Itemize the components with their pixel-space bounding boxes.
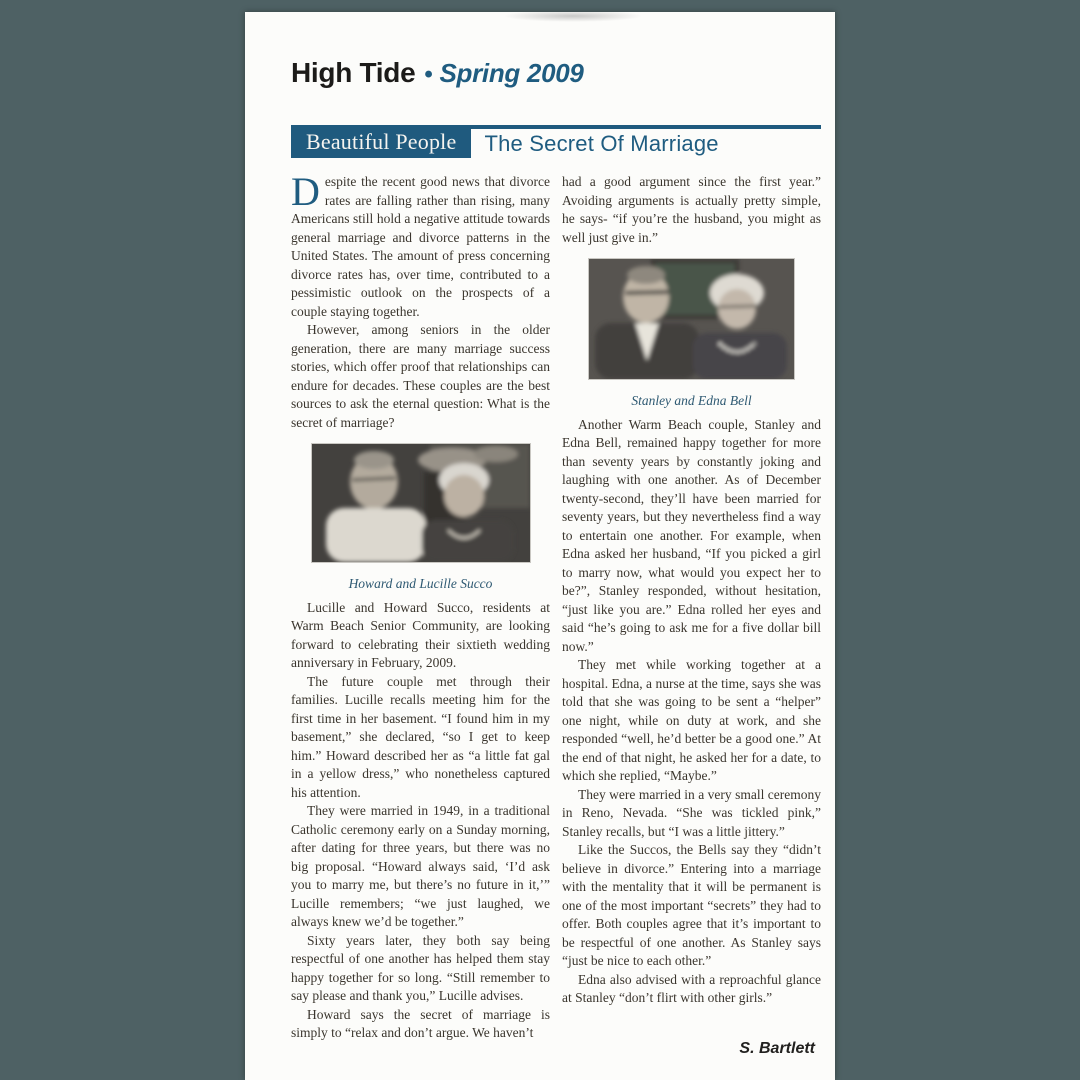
article-title: The Secret Of Marriage (484, 130, 719, 156)
succo-couple-photo (311, 443, 531, 563)
newsletter-title: High Tide (291, 57, 416, 88)
paragraph: Another Warm Beach couple, Stanley and Edna Bell, remained happy together for more than seventy years by constantly joking and laughing with one another. As of December twenty-second, they’ll have been married for seventy years, but they nevertheless find a way to entertain one another. For example, when Edna asked her husband, “If you picked a girl to marry now, what would you expect her to be?”, Stanley responded, without hesitation, “just like you are.” Edna rolled her eyes and said “he’s going to ask me for a five dollar bill now.” (562, 416, 821, 654)
paragraph: Lucille and Howard Succo, residents at Warm Beach Senior Community, are looking forward to celebrating their sixtieth wedding anniversary in February, 2009. (291, 599, 550, 670)
masthead-separator: • (424, 61, 433, 88)
right-column (562, 173, 821, 1043)
paragraph: Like the Succos, the Bells say they “didn’t believe in divorce.” Entering into a marriage with the mentality that it will be permanent is one of the most important “secrets” they had to offer. Both couples agree that it’s important to be respectful of one another. As Stanley says “just be nice to each other.” (562, 842, 821, 968)
bell-photo-caption: Stanley and Edna Bell (631, 392, 752, 408)
paragraph: They were married in a very small ceremony in Reno, Nevada. “She was tickled pink,” Stanley recalls, but “I was a little jittery.” (562, 786, 821, 839)
section-label: Beautiful People (291, 125, 471, 158)
succo-photo-caption: Howard and Lucille Succo (348, 575, 493, 591)
article-title-wrap (471, 125, 821, 158)
left-column (291, 169, 550, 1043)
paragraph: Howard says the secret of marriage is simply to “relax and don’t argue. We haven’t (291, 1006, 550, 1040)
newsletter-page (245, 12, 835, 1080)
paragraph: They were married in 1949, in a traditional Catholic ceremony early on a Sunday morning, after dating for three years, but there was no big proposal. “Howard always said, ‘I’d ask you to marry me, but there’s no future in it,’” Lucille remembers; “we just laughed, we always knew we’d be together.” (291, 803, 550, 929)
paragraph-text: espite the recent good news that divorce rates are falling rather than rising, many Americans still hold a negative attitude towards general marriage and divorce patterns in the United States. The amount of press concerning divorce rates has, over time, contributed to a pessimistic outlook on the prospects of a couple staying together. (291, 174, 550, 319)
bell-photo-figure (562, 258, 821, 409)
paragraph-continuation: had a good argument since the first year.” Avoiding arguments is actually pretty simple, he says- “if you’re the husband, you might as well just give in.” (562, 174, 821, 245)
paragraph: They met while working together at a hospital. Edna, a nurse at the time, says she was told that she was going to be sent a “helper” one night, while on duty at work, and she responded “well, he’d better be a good one.” At the end of that night, he asked her for a date, to which she replied, “Maybe.” (562, 657, 821, 783)
paragraph: However, among seniors in the older generation, there are many marriage success stories, which offer proof that relationships can endure for decades. These couples are the best sources to ask the eternal question: What is the secret of marriage? (291, 322, 550, 430)
scan-artifact (503, 12, 643, 22)
dropcap: D (291, 169, 320, 214)
newsletter-issue-date: Spring 2009 (439, 58, 584, 88)
paragraph-lead (291, 169, 550, 321)
paragraph: The future couple met through their families. Lucille recalls meeting him for the first time in her basement. “I found him in my basement,” she declared, “so I get to keep him.” Howard described her as “a little fat gal in a yellow dress,” who nonetheless captured his attention. (291, 673, 550, 800)
paragraph: Sixty years later, they both say being respectful of one another has helped them stay happy together for so long. “Still remember to say please and thank you,” Lucille advises. (291, 932, 550, 1003)
masthead (291, 56, 821, 95)
paragraph: Edna also advised with a reproachful glance at Stanley “don’t flirt with other girls.” (562, 971, 821, 1005)
section-bar (291, 125, 821, 158)
succo-photo-figure (291, 443, 550, 592)
bell-couple-photo (588, 258, 795, 380)
article-body (291, 169, 821, 1043)
author-signature: S. Bartlett (729, 1040, 815, 1058)
